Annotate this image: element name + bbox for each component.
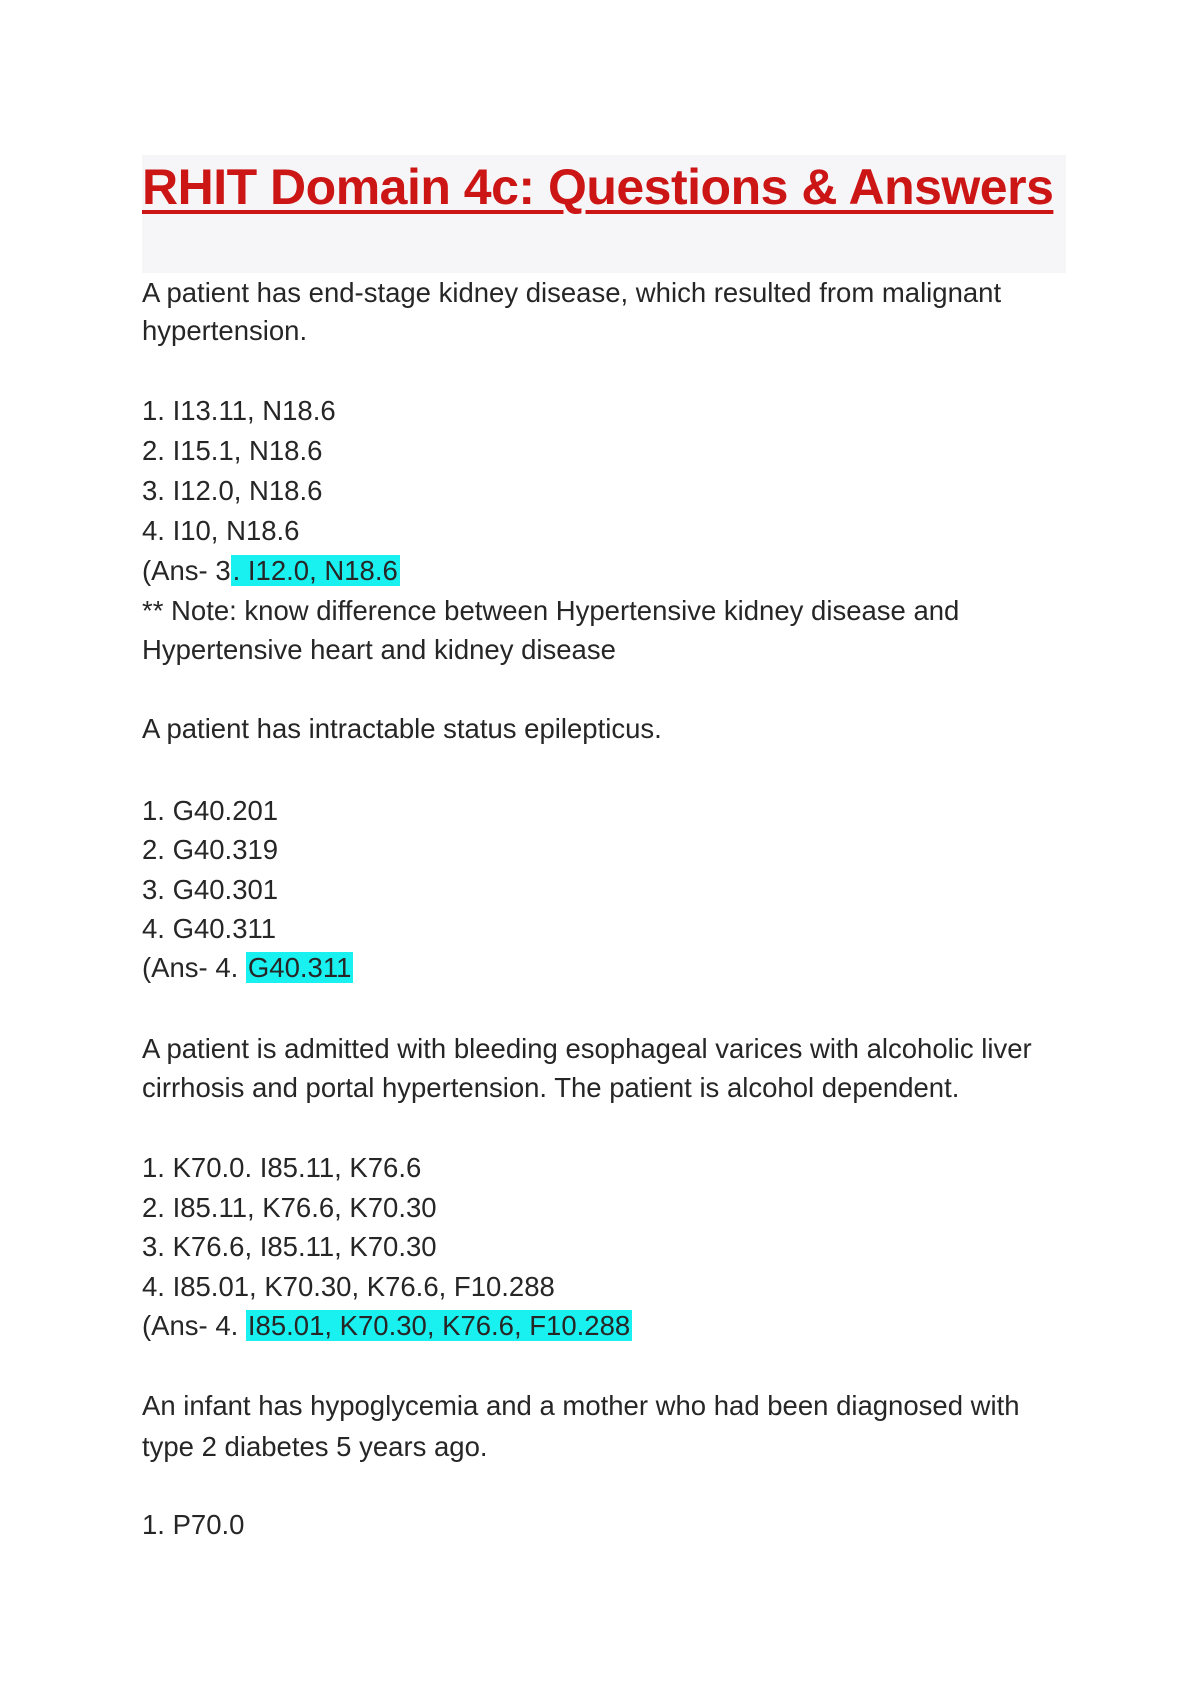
question-1-answer — [142, 551, 400, 591]
question-4-line-1: An infant has hypoglycemia and a mother who had been diagnosed with — [142, 1390, 1020, 1421]
question-3-option-1: 1. K70.0. I85.11, K76.6 — [142, 1152, 422, 1183]
question-2-answer — [142, 948, 353, 988]
question-4-line-2: type 2 diabetes 5 years ago. — [142, 1431, 488, 1462]
page-title: RHIT Domain 4c: Questions & Answers — [142, 159, 1054, 215]
answer-prefix: (Ans- 4. — [142, 952, 246, 983]
question-2-option-4: 4. G40.311 — [142, 913, 277, 944]
question-2-line-1: A patient has intractable status epilepticus. — [142, 713, 662, 744]
question-1-note-line-2: Hypertensive heart and kidney disease — [142, 634, 616, 665]
answer-highlight: I85.01, K70.30, K76.6, F10.288 — [247, 1310, 631, 1341]
answer-highlight: G40.311 — [247, 952, 352, 983]
question-1-option-1: 1. I13.11, N18.6 — [142, 395, 336, 426]
answer-prefix: (Ans- 4. — [142, 1310, 246, 1341]
answer-highlight: . I12.0, N18.6 — [232, 555, 398, 586]
question-1-option-4: 4. I10, N18.6 — [142, 515, 300, 546]
question-2-option-3: 3. G40.301 — [142, 874, 279, 905]
question-1-option-3: 3. I12.0, N18.6 — [142, 475, 323, 506]
question-3-option-3: 3. K76.6, I85.11, K70.30 — [142, 1231, 437, 1262]
answer-prefix: (Ans- 3 — [142, 555, 231, 586]
question-1-option-2: 2. I15.1, N18.6 — [142, 435, 323, 466]
question-2-option-2: 2. G40.319 — [142, 834, 279, 865]
question-1-note-line-1: ** Note: know difference between Hypertensive kidney disease and — [142, 595, 960, 626]
question-3-line-1: A patient is admitted with bleeding esophageal varices with alcoholic liver — [142, 1033, 1032, 1064]
question-3-line-2: cirrhosis and portal hypertension. The patient is alcohol dependent. — [142, 1072, 960, 1103]
question-3-option-4: 4. I85.01, K70.30, K76.6, F10.288 — [142, 1271, 555, 1302]
question-4-option-1: 1. P70.0 — [142, 1509, 245, 1540]
question-2-option-1: 1. G40.201 — [142, 795, 279, 826]
question-1-line-1: A patient has end-stage kidney disease, which resulted from malignant — [142, 277, 1002, 308]
question-3-option-2: 2. I85.11, K76.6, K70.30 — [142, 1192, 437, 1223]
question-1-line-2: hypertension. — [142, 315, 308, 346]
question-3-answer — [142, 1306, 632, 1346]
